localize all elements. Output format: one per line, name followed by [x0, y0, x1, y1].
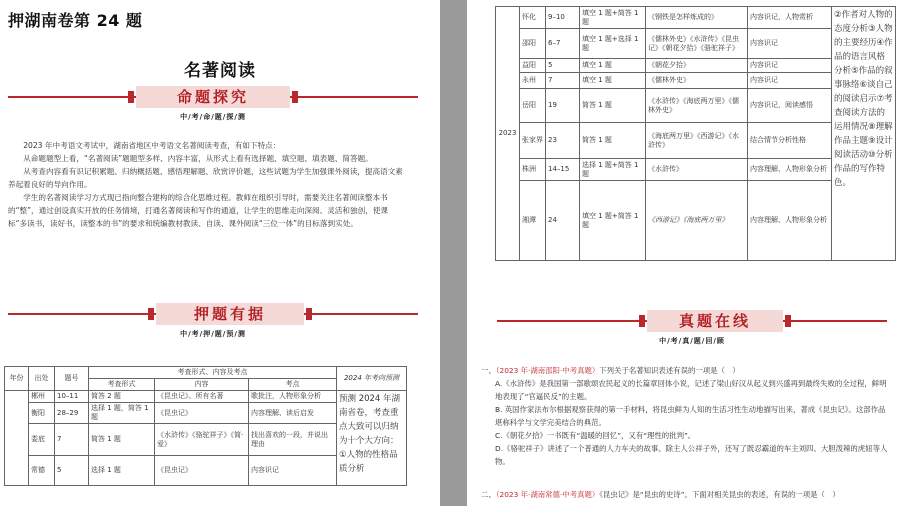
banner-zhenti-zaixian [497, 310, 887, 332]
option-c: C.《朝花夕拾》一书既有“温暖的回忆”，又有“理性的批判”。 [495, 431, 696, 440]
question-stem: 下列关于名著知识表述有误的一项是（ ） [599, 366, 740, 375]
cell-point: 内容理解、人物形象分析 [748, 181, 832, 261]
banner-subtitle: 中/考/命/题/探/测 [180, 113, 246, 121]
doc-title: 押湖南卷第 24 题 [8, 11, 143, 30]
cell-form: 简答 2 题 [89, 391, 155, 403]
header-qno: 题号 [55, 367, 89, 391]
cell-predict: 预测 2024 年湖南省卷，考查重点大致可以归纳为十个大方向：①人物的性格品质分析 [337, 391, 407, 486]
cell-form: 填空 1 题+简答 1 题 [580, 181, 646, 261]
banner-cap-right [785, 315, 791, 327]
cell-form: 选择 1 题+简答 1 题 [580, 159, 646, 181]
cell-content: 《昆虫记》 [155, 456, 249, 486]
banner-mingti-tanjiu [8, 86, 418, 108]
section-title: 名著阅读 [184, 61, 256, 81]
cell-predict: ②作者对人物的态度分析③人物的主要经历④作品的语言风格分析⑤作品的叙事脉络⑥谈自己的阅读启示⑦考查阅读方法的运用情况⑧理解作品主题⑨设计阅读活动⑩分析作品的写作特色。 [832, 7, 896, 261]
question-1 [481, 364, 891, 468]
banner-title: 命题探究 [136, 86, 290, 108]
cell-point: 内容识记 [748, 73, 832, 89]
question-source: （2023 年·湖南邵阳·中考真题） [495, 366, 600, 375]
cell-content: 《水浒传》 [646, 159, 748, 181]
cell-form: 简答 1 题 [89, 424, 155, 456]
cell-qno: 7 [546, 73, 580, 89]
question-2 [481, 488, 891, 501]
cell-qno: 5 [55, 456, 89, 486]
cell-qno: 5 [546, 59, 580, 73]
cell-content: 《昆虫记》、所有名著 [155, 391, 249, 403]
cell-point: 歌批注，人物形象分析 [249, 391, 337, 403]
header-group: 考查形式、内容及考点 [89, 367, 337, 379]
cell-content: 《水浒传》《骆驼祥子》《简·爱》 [155, 424, 249, 456]
cell-area: 怀化 [520, 7, 546, 29]
cell-point: 内容理解、人物形象分析 [748, 159, 832, 181]
cell-area: 益阳 [520, 59, 546, 73]
question-number: 二、 [481, 490, 496, 499]
banner-cap-left [148, 308, 154, 320]
header-content: 内容 [155, 379, 249, 391]
cell-content: 《钢铁是怎样炼成的》 [646, 7, 748, 29]
header-year: 年份 [5, 367, 29, 391]
banner-cap-right [292, 91, 298, 103]
cell-qno: 9–10 [546, 7, 580, 29]
cell-area: 郴州 [29, 391, 55, 403]
cell-area: 邵阳 [520, 29, 546, 59]
cell-content: 《儒林外史》《水浒传》《昆虫记》《朝花夕拾》《骆驼祥子》 [646, 29, 748, 59]
cell-point: 内容识记，阅读感悟 [748, 89, 832, 123]
cell-form: 简答 1 题 [580, 123, 646, 159]
cell-qno: 24 [546, 181, 580, 261]
exam-table-right [495, 6, 896, 261]
cell-qno: 10–11 [55, 391, 89, 403]
banner-title: 真题在线 [647, 310, 783, 332]
option-b: B. 英国作家法布尔根据观察获得的第一手材料，将昆虫鲜为人知的生活习性生动地描写出来，著成《昆虫记》。这部作品堪称科学与文学完美结合的典范。 [495, 405, 886, 427]
cell-area: 株洲 [520, 159, 546, 181]
banner-cap-left [639, 315, 645, 327]
header-form: 考查形式 [89, 379, 155, 391]
banner-cap-left [128, 91, 134, 103]
cell-content: 《朝花夕拾》 [646, 59, 748, 73]
cell-year: 2023 [496, 7, 520, 261]
cell-area: 岳阳 [520, 89, 546, 123]
table-row [496, 7, 896, 29]
cell-form: 填空 1 题+选择 1 题 [580, 29, 646, 59]
cell-content: 《昆虫记》 [155, 403, 249, 424]
banner-subtitle: 中/考/押/题/预/测 [180, 330, 246, 338]
header-predict: 2024 年考向预测 [337, 367, 407, 391]
cell-form: 填空 1 题+简答 1 题 [580, 7, 646, 29]
cell-qno: 6–7 [546, 29, 580, 59]
cell-area: 湘潭 [520, 181, 546, 261]
cell-area: 衡阳 [29, 403, 55, 424]
cell-point: 内容识记，人物赏析 [748, 7, 832, 29]
table-row [5, 391, 407, 403]
left-page [0, 0, 440, 506]
cell-area: 张家界 [520, 123, 546, 159]
cell-point: 内容识记 [748, 29, 832, 59]
cell-content: 《水浒传》《海底两万里》《儒林外史》 [646, 89, 748, 123]
intro-text [8, 139, 404, 230]
banner-yati-youju [8, 303, 418, 325]
header-point: 考点 [249, 379, 337, 391]
exam-table-left [4, 366, 407, 486]
cell-qno: 14–15 [546, 159, 580, 181]
intro-paragraph: 学生的名著阅读学习方式现已指向整合建构的综合化思维过程。教师在组织引导时，需要关注名著阅读整本书的“整”，通过创设真实开放的任务情境，打通名著阅读和写作的通道，让学生的思维走向深阅、灵活和独创，使课标“多读书，读好书，读整本的书”的要求和统编教材教读、自读、课外阅读“三位一体”的目标落到实处。 [8, 193, 388, 228]
question-source: （2023 年·湖南常德·中考真题） [495, 490, 600, 499]
cell-form: 选择 1 题 [89, 456, 155, 486]
intro-paragraph: 从考查内容看有识记积累题、归纳概括题、感悟理解题、欣赏评价题，这些试题为学生加强课外阅读，提高语文素养起着良好的导向作用。 [8, 167, 403, 189]
cell-point: 内容识记 [748, 59, 832, 73]
header-area: 出处 [29, 367, 55, 391]
cell-form: 简答 1 题 [580, 89, 646, 123]
cell-qno: 23 [546, 123, 580, 159]
cell-area: 娄底 [29, 424, 55, 456]
question-stem: 《昆虫记》是“昆虫的史诗”。下面对相关昆虫的表述，有误的一项是（ ） [599, 490, 840, 499]
cell-content: 《海底两万里》《西游记》《水浒传》 [646, 123, 748, 159]
banner-subtitle: 中/考/真/题/回/顾 [659, 337, 725, 345]
cell-content: 《西游记》《海底两万里》 [646, 181, 748, 261]
cell-point: 内容理解、读后启发 [249, 403, 337, 424]
intro-paragraph: 从命题题型上看，“名著阅读”题题型多样、内容丰富，从形式上看有选择题、填空题、填表题、简答题。 [23, 154, 373, 163]
cell-qno: 7 [55, 424, 89, 456]
cell-point: 找出喜欢的一段，并说出理由 [249, 424, 337, 456]
right-page [467, 0, 900, 506]
cell-content: 《儒林外史》 [646, 73, 748, 89]
cell-area: 常德 [29, 456, 55, 486]
question-number: 一、 [481, 366, 496, 375]
cell-point: 结合情节分析性格 [748, 123, 832, 159]
cell-form: 填空 1 题 [580, 59, 646, 73]
option-a: A.《水浒传》是我国第一部歌颂农民起义的长篇章回体小说，记述了梁山好汉从起义到兴盛再到最终失败的全过程，鲜明地表现了“官逼民反”的主题。 [495, 379, 887, 401]
cell-form: 选择 1 题，简答 1 题 [89, 403, 155, 424]
intro-paragraph: 2023 年中考语文考试中，湖南省地区中考语文名著阅读考查，有如下特点： [23, 141, 281, 150]
cell-qno: 28–29 [55, 403, 89, 424]
cell-point: 内容识记 [249, 456, 337, 486]
banner-title: 押题有据 [156, 303, 304, 325]
cell-form: 填空 1 题 [580, 73, 646, 89]
option-d: D.《骆驼祥子》讲述了一个普通的人力车夫的故事。除主人公祥子外，还写了既忍霸道的车主刘四、大胆泼辣的虎妞等人物。 [495, 444, 888, 466]
cell-qno: 19 [546, 89, 580, 123]
cell-area: 永州 [520, 73, 546, 89]
cell-year [5, 391, 29, 486]
banner-cap-right [306, 308, 312, 320]
